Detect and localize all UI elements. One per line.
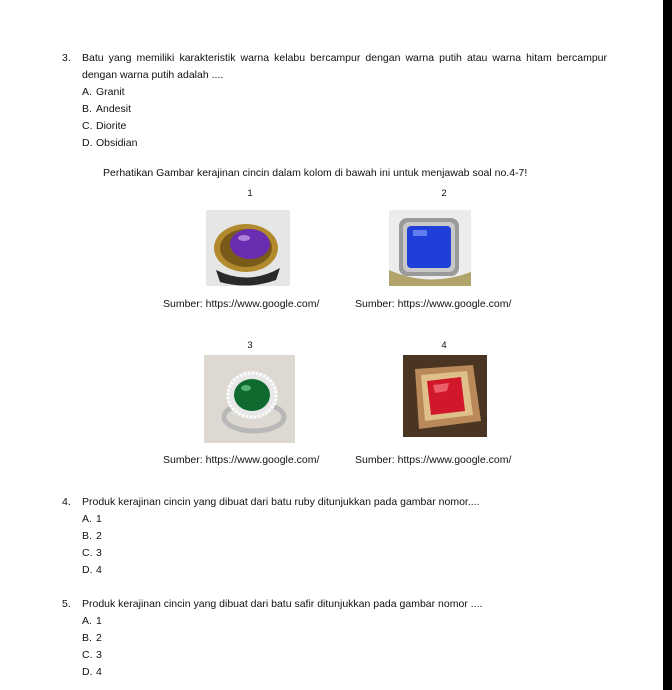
option-text: 1 (96, 615, 102, 627)
image-source-1: Sumber: https://www.google.com/ (163, 298, 320, 310)
instruction-text: Perhatikan Gambar kerajinan cincin dalam kolom di bawah ini untuk menjawab soal no.4-7! (103, 167, 528, 179)
gem-jade (234, 379, 270, 411)
gem-ruby (427, 377, 465, 415)
question-3 (62, 50, 607, 152)
question-4 (62, 494, 607, 579)
option-letter: D. (82, 564, 93, 576)
option-b[interactable] (82, 630, 607, 647)
ring-image-ruby (403, 355, 487, 437)
image-source-3: Sumber: https://www.google.com/ (163, 454, 320, 466)
option-c[interactable] (82, 647, 607, 664)
options-list (82, 511, 607, 579)
option-letter: B. (82, 632, 92, 644)
option-text: 3 (96, 547, 102, 559)
option-letter: D. (82, 666, 93, 678)
image-source-2: Sumber: https://www.google.com/ (355, 298, 512, 310)
option-letter: B. (82, 103, 92, 115)
ring-image-jade (204, 355, 295, 443)
option-letter: C. (82, 649, 93, 661)
question-number: 5. (62, 598, 71, 610)
question-5 (62, 596, 607, 681)
option-letter: B. (82, 530, 92, 542)
image-number-2: 2 (441, 188, 447, 199)
option-letter: A. (82, 513, 92, 525)
ring-image-sapphire (389, 210, 471, 286)
page-edge (663, 0, 672, 690)
option-text: Obsidian (96, 137, 138, 149)
option-d[interactable] (82, 135, 607, 152)
option-a[interactable] (82, 511, 607, 528)
options-list (82, 613, 607, 681)
option-b[interactable] (82, 101, 607, 118)
option-text: 1 (96, 513, 102, 525)
option-c[interactable] (82, 545, 607, 562)
option-text: 2 (96, 530, 102, 542)
option-d[interactable] (82, 562, 607, 579)
option-text: Diorite (96, 120, 127, 132)
gem-amethyst (230, 229, 270, 259)
question-number: 4. (62, 496, 71, 508)
ring-image-amethyst (206, 210, 290, 286)
option-text: Andesit (96, 103, 132, 115)
option-letter: C. (82, 120, 93, 132)
question-number: 3. (62, 52, 71, 64)
option-letter: C. (82, 547, 93, 559)
question-text: Produk kerajinan cincin yang dibuat dari batu ruby ditunjukkan pada gambar nomor.... (82, 496, 480, 508)
question-text: Produk kerajinan cincin yang dibuat dari batu safir ditunjukkan pada gambar nomor .... (82, 598, 483, 610)
option-text: 2 (96, 632, 102, 644)
image-source-4: Sumber: https://www.google.com/ (355, 454, 512, 466)
option-letter: A. (82, 615, 92, 627)
option-letter: D. (82, 137, 93, 149)
options-list (82, 84, 607, 152)
image-number-3: 3 (247, 340, 253, 351)
option-text: Granit (96, 86, 125, 98)
image-number-1: 1 (247, 188, 253, 199)
option-letter: A. (82, 86, 92, 98)
option-text: 4 (96, 666, 102, 678)
option-text: 4 (96, 564, 102, 576)
question-text: Batu yang memiliki karakteristik warna kelabu bercampur dengan warna putih atau warna hitam bercampur dengan warna putih adalah .... (82, 52, 607, 81)
option-a[interactable] (82, 84, 607, 101)
image-number-4: 4 (441, 340, 447, 351)
option-d[interactable] (82, 664, 607, 681)
option-b[interactable] (82, 528, 607, 545)
option-c[interactable] (82, 118, 607, 135)
option-text: 3 (96, 649, 102, 661)
option-a[interactable] (82, 613, 607, 630)
